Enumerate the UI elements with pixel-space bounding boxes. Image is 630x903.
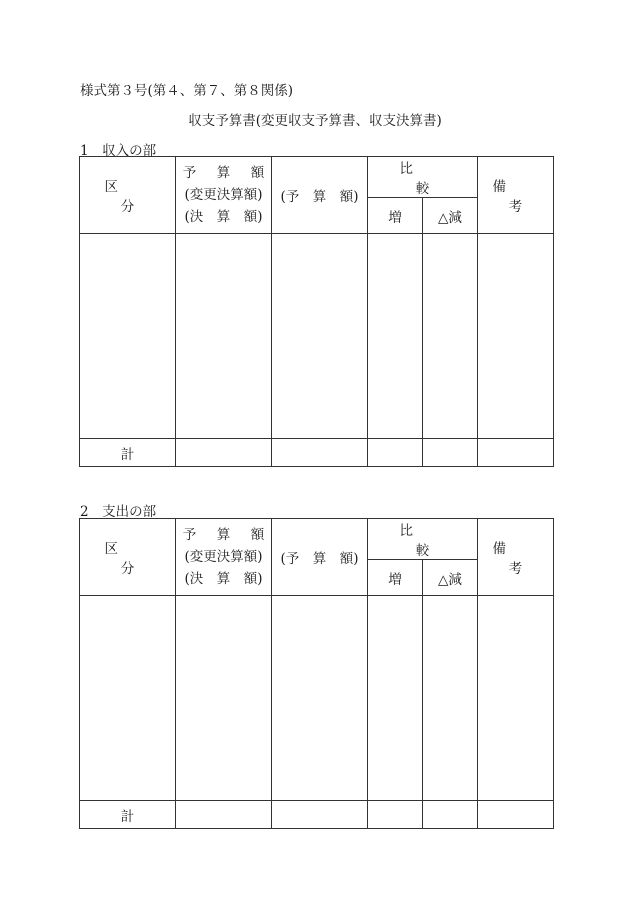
header-budget-line3: (決 算 額) xyxy=(184,209,263,225)
cell-blank xyxy=(272,234,368,439)
cell-blank xyxy=(272,596,368,801)
header-budget-line2: (変更決算額) xyxy=(184,187,263,203)
header-budget-line1: 予 算 額 xyxy=(182,165,273,181)
cell-blank xyxy=(368,234,423,439)
cell-blank xyxy=(272,439,368,467)
header-prior-budget: (予 算 額) xyxy=(272,157,368,234)
header-remarks: 備 考 xyxy=(478,157,554,234)
total-label: 計 xyxy=(80,439,176,467)
total-row xyxy=(80,801,554,829)
section-title-income: 1 収入の部 xyxy=(80,143,157,159)
cell-blank xyxy=(368,596,423,801)
cell-blank xyxy=(80,234,176,439)
header-increase: 増 xyxy=(368,198,423,234)
cell-blank xyxy=(478,801,554,829)
header-increase: 増 xyxy=(368,560,423,596)
expenditure-table xyxy=(79,518,585,829)
header-budget-line3: (決 算 額) xyxy=(184,571,263,587)
total-label: 計 xyxy=(80,801,176,829)
section-title-expenditure: 2 支出の部 xyxy=(80,504,157,520)
table-body-row xyxy=(80,234,554,439)
cell-blank xyxy=(368,801,423,829)
cell-blank xyxy=(176,234,272,439)
header-row xyxy=(80,157,554,198)
cell-blank xyxy=(478,234,554,439)
header-budget xyxy=(176,157,272,234)
cell-blank xyxy=(478,439,554,467)
income-table xyxy=(79,156,585,467)
cell-blank xyxy=(423,596,478,801)
cell-blank xyxy=(368,439,423,467)
cell-blank xyxy=(80,596,176,801)
document-title: 収支予算書(変更収支予算書、収支決算書) xyxy=(188,113,442,129)
header-compare: 比 較 xyxy=(368,157,478,198)
cell-blank xyxy=(478,596,554,801)
header-budget-line1: 予 算 額 xyxy=(182,527,273,543)
cell-blank xyxy=(272,801,368,829)
cell-blank xyxy=(423,439,478,467)
header-row xyxy=(80,519,554,560)
cell-blank xyxy=(423,801,478,829)
header-decrease: △減 xyxy=(423,198,478,234)
header-decrease: △減 xyxy=(423,560,478,596)
form-label: 様式第３号(第４、第７、第８関係) xyxy=(80,83,294,99)
header-prior-budget: (予 算 額) xyxy=(272,519,368,596)
header-budget-line2: (変更決算額) xyxy=(184,549,263,565)
cell-blank xyxy=(423,234,478,439)
header-budget xyxy=(176,519,272,596)
header-category: 区 分 xyxy=(80,157,176,234)
cell-blank xyxy=(176,801,272,829)
table-body-row xyxy=(80,596,554,801)
header-remarks: 備 考 xyxy=(478,519,554,596)
cell-blank xyxy=(176,596,272,801)
total-row xyxy=(80,439,554,467)
cell-blank xyxy=(176,439,272,467)
header-category: 区 分 xyxy=(80,519,176,596)
header-compare: 比 較 xyxy=(368,519,478,560)
